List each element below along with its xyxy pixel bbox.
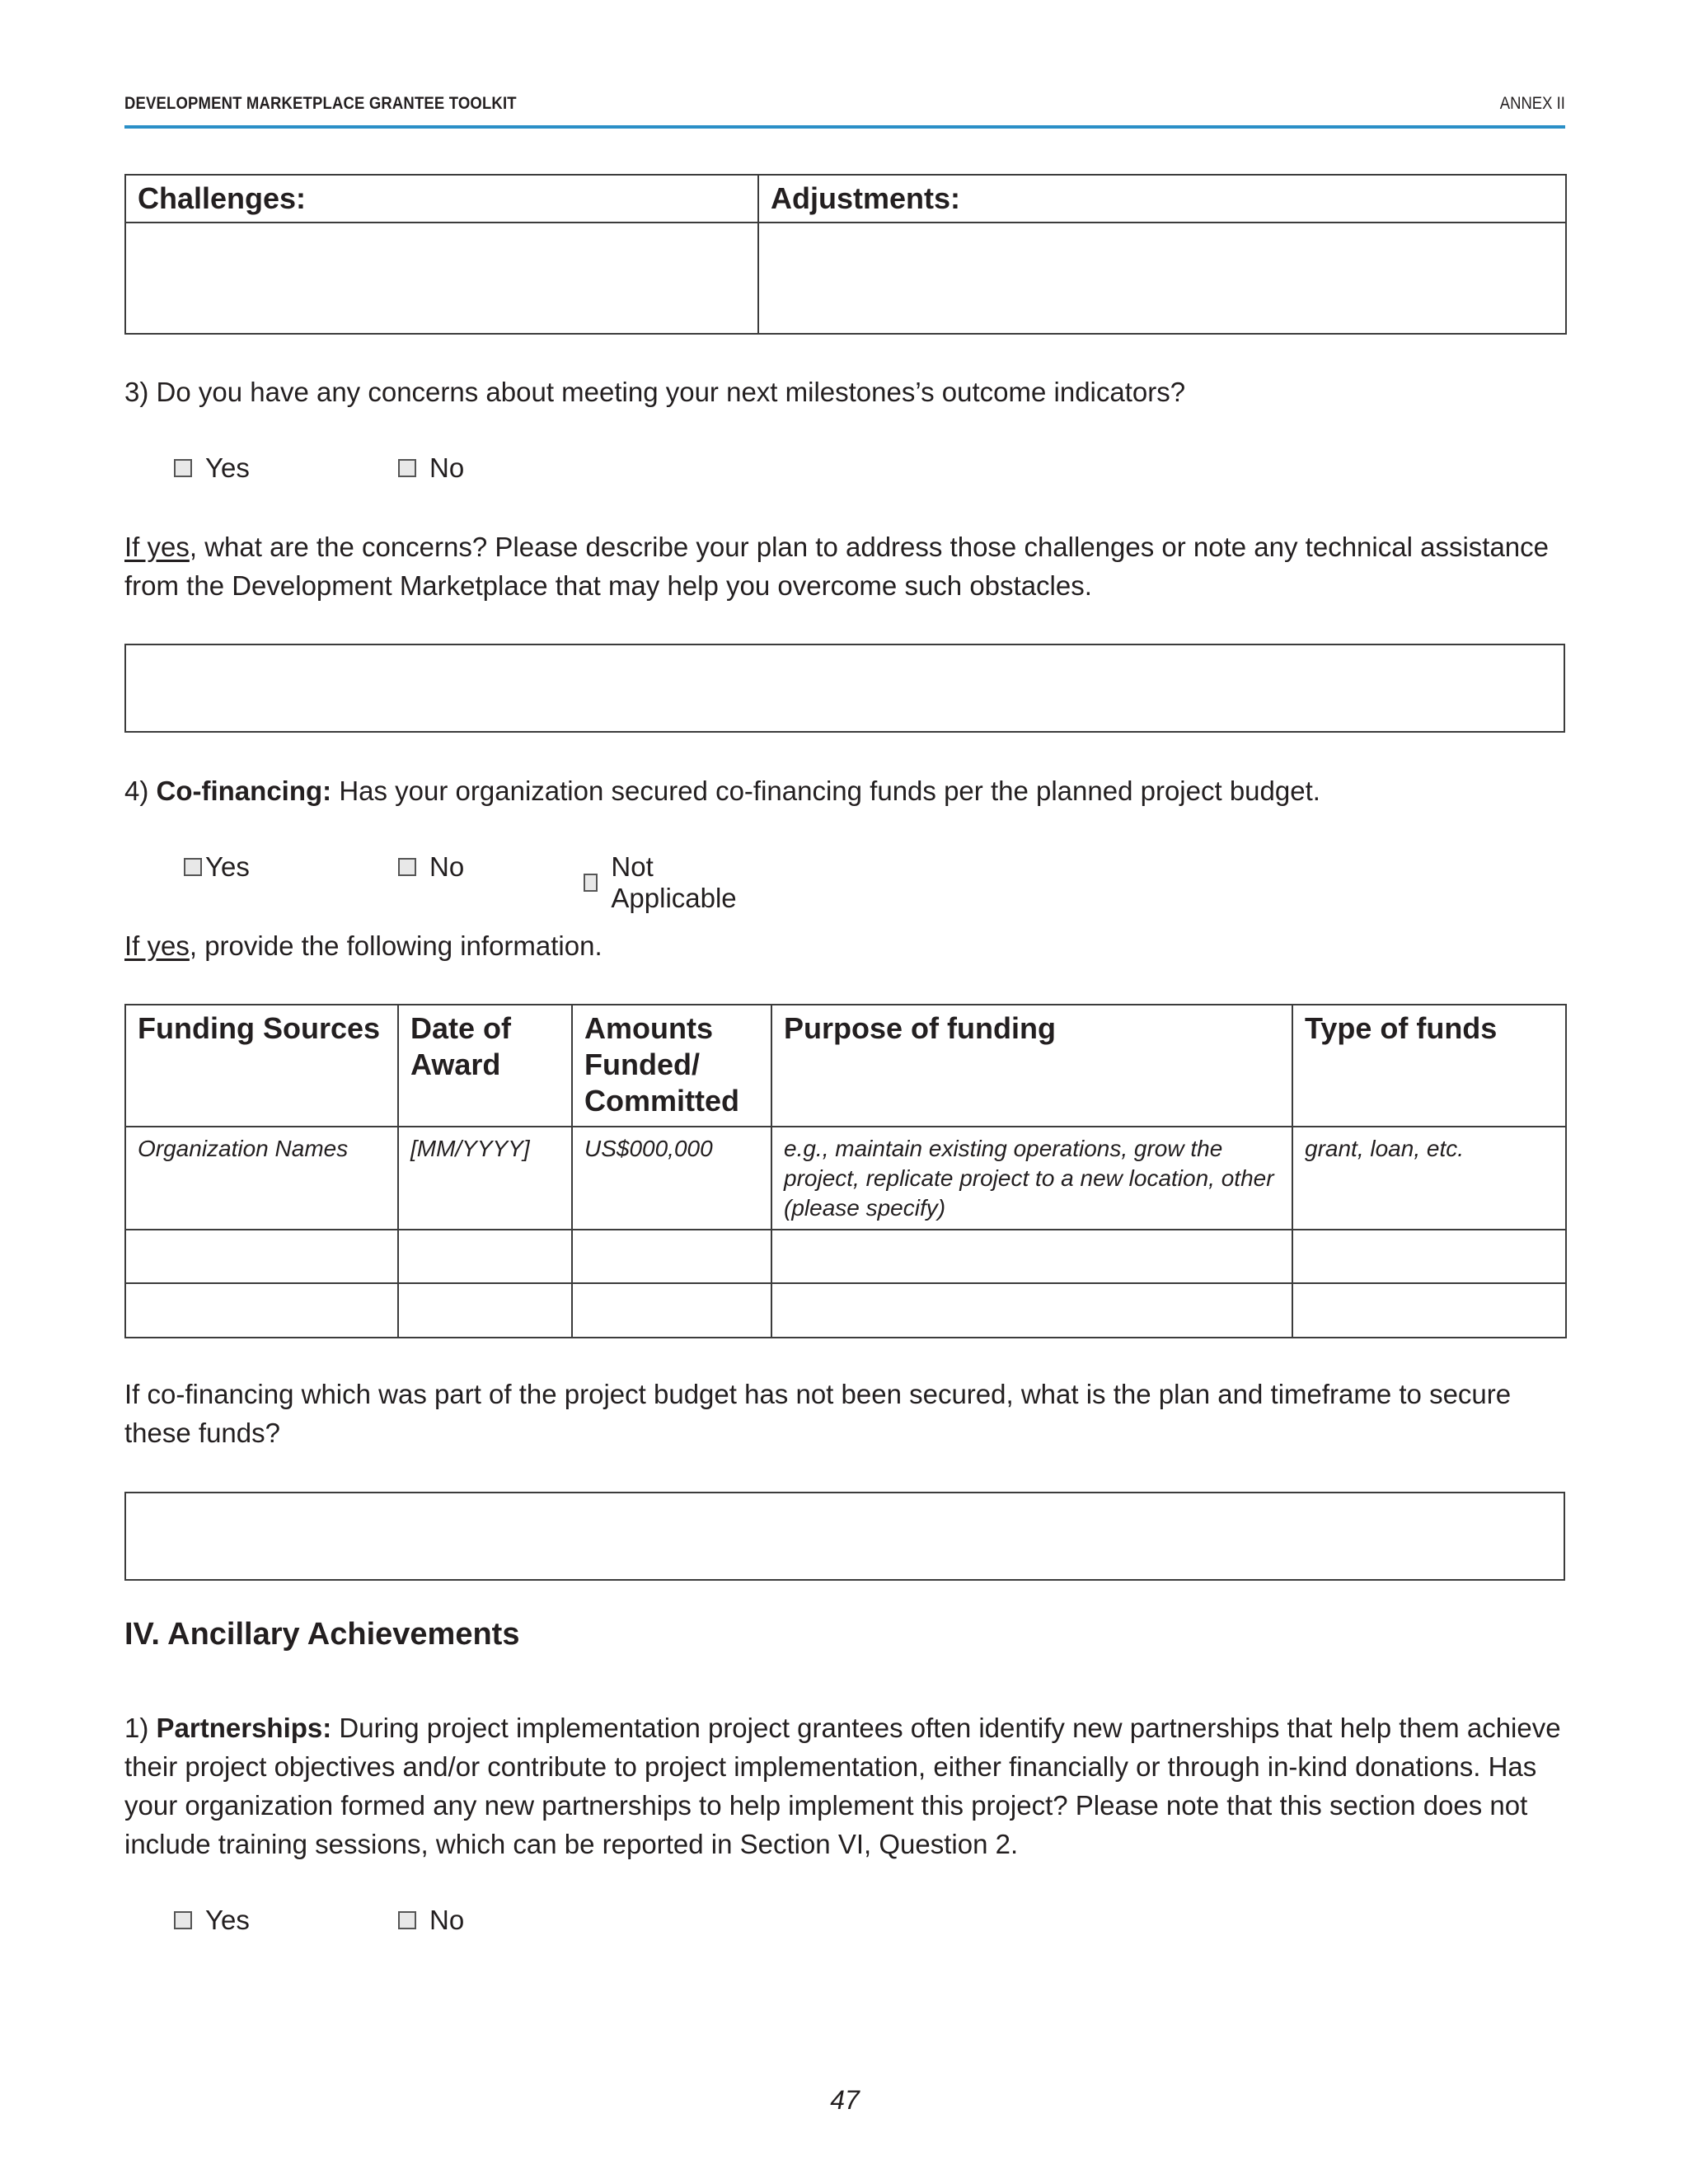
cell-date[interactable]: [MM/YYYY] <box>398 1127 572 1230</box>
cell-type[interactable] <box>1292 1283 1566 1338</box>
q1-text: During project implementation project grantees often identify new partnerships that help them achieve their project objectives and/or contribute to project implementation, either financially or through in-kind donations. Has your organization formed any new partnerships to help implement this project? Please note that this section does not include training sessions, which can be reported in Section VI, Question 2. <box>124 1713 1561 1859</box>
q4-number: 4) <box>124 776 157 806</box>
table-row <box>125 1127 1566 1230</box>
checkbox-icon[interactable] <box>174 1911 192 1929</box>
q1-label: Partnerships: <box>156 1713 332 1743</box>
table-header-row <box>125 1005 1566 1127</box>
section-iv-title: IV. Ancillary Achievements <box>124 1617 520 1652</box>
checkbox-icon[interactable] <box>398 1911 416 1929</box>
q4-question <box>124 771 1565 810</box>
challenges-header: Challenges: <box>125 175 758 223</box>
challenges-input-cell[interactable] <box>125 223 758 334</box>
toolkit-title: DEVELOPMENT MARKETPLACE GRANTEE TOOLKIT <box>124 94 517 113</box>
q4-text: Has your organization secured co-financing funds per the planned project budget. <box>331 776 1320 806</box>
option-label: Yes <box>205 1905 250 1935</box>
cell-funding-source[interactable] <box>125 1230 398 1283</box>
cell-amount[interactable]: US$000,000 <box>572 1127 771 1230</box>
cell-type[interactable] <box>1292 1230 1566 1283</box>
q4-option-yes[interactable] <box>184 851 250 883</box>
col-header-type-of-funds: Type of funds <box>1292 1005 1566 1127</box>
partnerships-option-yes[interactable] <box>174 1905 250 1936</box>
cell-date[interactable] <box>398 1283 572 1338</box>
cell-funding-source[interactable] <box>125 1283 398 1338</box>
page-number: 47 <box>830 2085 860 2115</box>
q4-followup <box>124 926 1565 965</box>
q3-option-yes[interactable] <box>174 452 250 484</box>
option-label: No <box>429 851 465 882</box>
q3-question: 3) Do you have any concerns about meeting your next milestones’s outcome indicators? <box>124 377 1186 407</box>
cell-date[interactable] <box>398 1230 572 1283</box>
q4-label: Co-financing: <box>156 776 332 806</box>
col-header-date-of-award: Date of Award <box>398 1005 572 1127</box>
annex-label: ANNEX II <box>1499 94 1565 113</box>
option-label: Yes <box>205 851 250 882</box>
col-header-purpose: Purpose of funding <box>771 1005 1292 1127</box>
cell-purpose[interactable] <box>771 1283 1292 1338</box>
checkbox-icon[interactable] <box>184 858 202 876</box>
adjustments-header: Adjustments: <box>758 175 1566 223</box>
q4-followup-text: , provide the following information. <box>189 930 603 961</box>
table-row <box>125 1283 1566 1338</box>
partnerships-question <box>124 1708 1565 1863</box>
cell-amount[interactable] <box>572 1230 771 1283</box>
cell-purpose[interactable]: e.g., maintain existing operations, grow the project, replicate project to a new location, other (please specify) <box>771 1127 1292 1230</box>
q3-answer-box[interactable] <box>124 644 1565 733</box>
checkbox-icon[interactable] <box>584 874 598 892</box>
q3-option-no[interactable] <box>398 452 464 484</box>
q1-number: 1) <box>124 1713 157 1743</box>
checkbox-icon[interactable] <box>174 459 192 477</box>
partnerships-option-no[interactable] <box>398 1905 464 1936</box>
running-header <box>124 94 1565 129</box>
cell-amount[interactable] <box>572 1283 771 1338</box>
cofinancing-answer-box[interactable] <box>124 1492 1565 1581</box>
q4-option-no[interactable] <box>398 851 464 883</box>
cofinancing-followup: If co-financing which was part of the project budget has not been secured, what is the plan and timeframe to secure these funds? <box>124 1379 1512 1448</box>
funding-table <box>124 1004 1567 1338</box>
option-label: Yes <box>205 452 250 483</box>
q3-followup <box>124 527 1565 605</box>
col-header-amounts: Amounts Funded/ Committed <box>572 1005 771 1127</box>
option-label: Not Applicable <box>611 851 737 913</box>
q3-followup-text: , what are the concerns? Please describe your plan to address those challenges or note any technical assistance from the Development Marketplace that may help you overcome such obstacles. <box>124 532 1550 601</box>
if-yes-label: If yes <box>124 930 190 961</box>
checkbox-icon[interactable] <box>398 459 416 477</box>
cell-funding-source[interactable]: Organization Names <box>125 1127 398 1230</box>
if-yes-label: If yes <box>124 532 190 562</box>
option-label: No <box>429 452 465 483</box>
option-label: No <box>429 1905 465 1935</box>
cell-type[interactable]: grant, loan, etc. <box>1292 1127 1566 1230</box>
table-row <box>125 1230 1566 1283</box>
adjustments-input-cell[interactable] <box>758 223 1566 334</box>
cell-purpose[interactable] <box>771 1230 1292 1283</box>
checkbox-icon[interactable] <box>398 858 416 876</box>
challenges-adjustments-table <box>124 174 1567 335</box>
col-header-funding-sources: Funding Sources <box>125 1005 398 1127</box>
q4-option-not-applicable[interactable] <box>584 851 740 914</box>
